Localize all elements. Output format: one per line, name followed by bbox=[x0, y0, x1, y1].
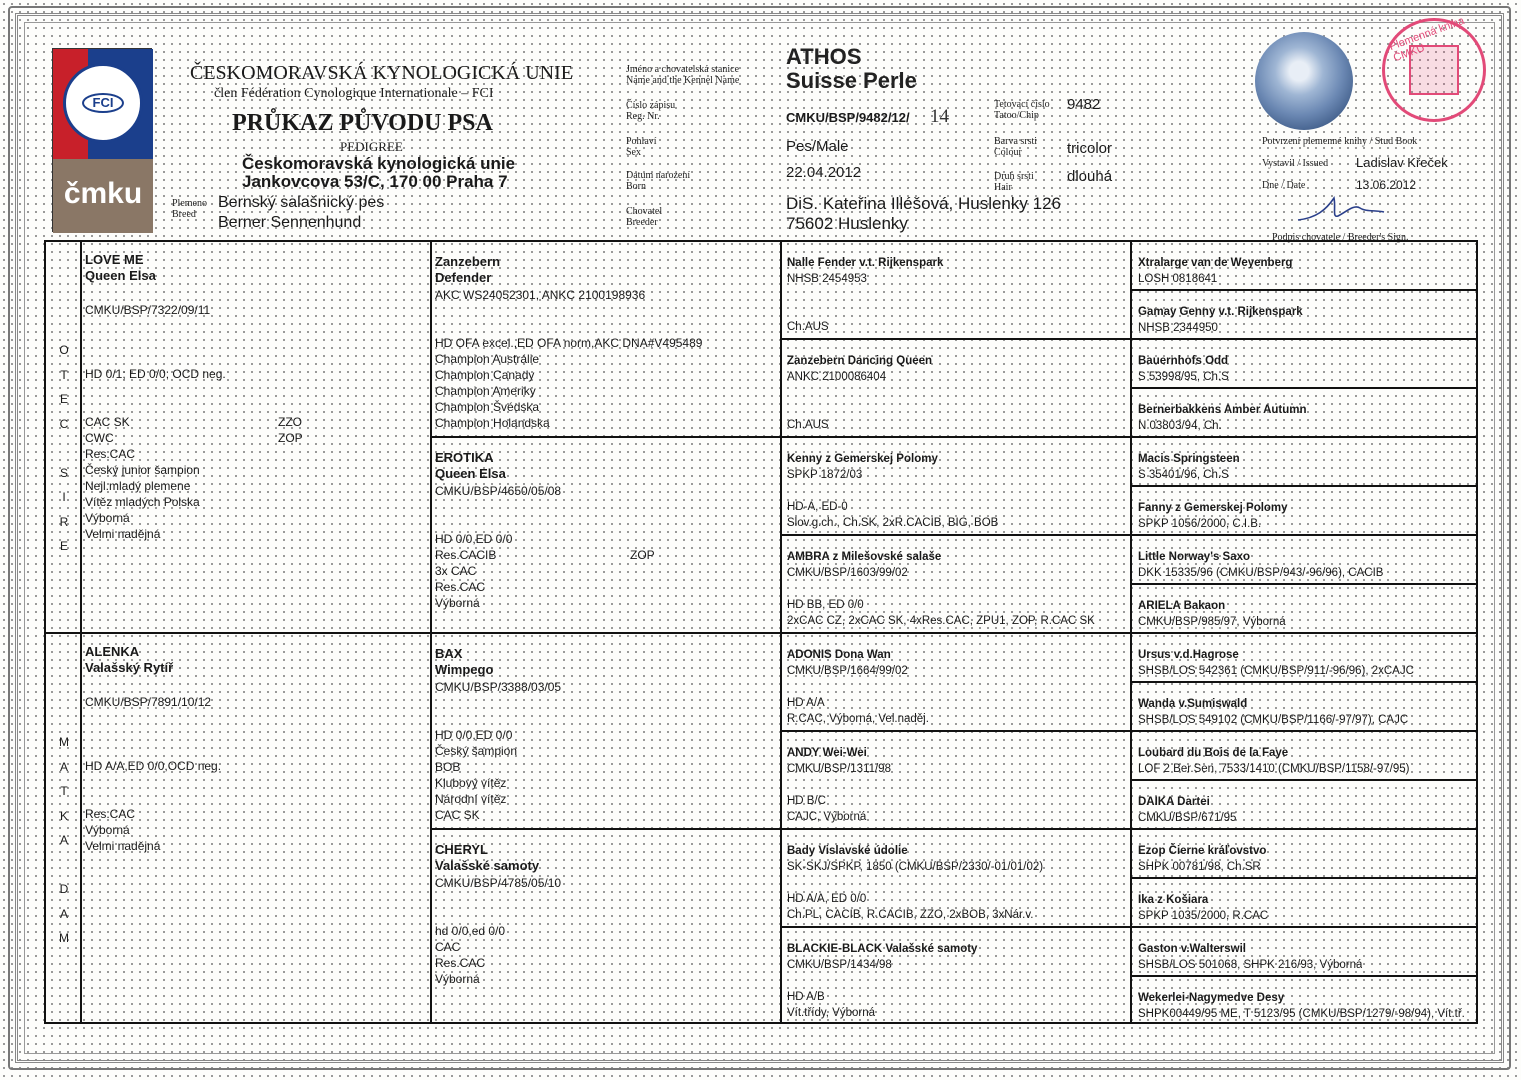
side-letter bbox=[57, 436, 71, 461]
gen3-line: HD B/C bbox=[787, 795, 826, 807]
gen2-kennel: Valašské samoty bbox=[435, 858, 540, 873]
gen3-name: Kenny z Gemerskej Polomy bbox=[787, 453, 938, 465]
gen2-reg: AKC WS24052301, ANKC 2100198936 bbox=[435, 288, 646, 302]
grid-hline bbox=[1130, 779, 1478, 781]
gen1-title: CWC bbox=[85, 431, 114, 445]
side-letter: D bbox=[59, 882, 69, 896]
gen2-line: Champion Holandska bbox=[435, 416, 550, 430]
gen1-reg: CMKU/BSP/7891/10/12 bbox=[85, 695, 212, 709]
gen3-line: Vít.třídy, Výborná bbox=[787, 1007, 875, 1019]
gen1-title-right: ZZO bbox=[278, 415, 302, 429]
gen1-reg: CMKU/BSP/7322/09/11 bbox=[85, 303, 211, 317]
gen2-name: BAX bbox=[435, 646, 463, 661]
document-subtitle: PEDIGREE bbox=[340, 139, 403, 154]
gen2-right: ZOP bbox=[630, 548, 655, 562]
side-letter: A bbox=[59, 833, 68, 847]
gen2-line: Champion Švédska bbox=[435, 400, 540, 414]
sex-label: Pohlaví Sex bbox=[626, 136, 657, 158]
gen2-line: Res.CAC bbox=[435, 956, 486, 970]
gen4-info: LOF 2 Ber.Sen, 7533/1410 (CMKU/BSP/1158/-97/95) bbox=[1138, 763, 1410, 775]
gen3-line: R.CAC, Výborná, Vel.naděj. bbox=[787, 713, 929, 725]
gen2-line: Champion Canady bbox=[435, 368, 535, 382]
gen3-reg: SPKP 1872/03 bbox=[787, 469, 863, 481]
gen3-name: AMBRA z Milešovské salaše bbox=[787, 551, 942, 563]
gen3-reg: NHSB 2454953 bbox=[787, 273, 867, 285]
gen1-title: Velmi nadějná bbox=[85, 527, 161, 541]
gen2-line: Champion Austrálie bbox=[435, 352, 540, 366]
cmku-logo: čmku bbox=[53, 159, 153, 233]
born-label: Datum narození Born bbox=[626, 170, 691, 192]
side-letter: K bbox=[59, 808, 68, 823]
stamp-emblem bbox=[1409, 45, 1459, 95]
gen4-name: Ursus v.d.Hagrose bbox=[1138, 649, 1239, 661]
fci-membership: člen Fédération Cynologique Internationale – FCI bbox=[214, 86, 494, 101]
gen2-reg: CMKU/BSP/4785/05/10 bbox=[435, 876, 562, 890]
grid-hline bbox=[780, 534, 1478, 536]
gen2-line: Res.CACIB bbox=[435, 548, 497, 562]
breeder-line2: 75602 Huslenky bbox=[786, 214, 908, 233]
stamp-text: Plemenná kniha ČMKU bbox=[1387, 14, 1466, 65]
side-label-dam bbox=[57, 730, 71, 951]
gen2-line: Výborná bbox=[435, 972, 480, 986]
gen4-info: SPKP 1056/2000, C.I.B. bbox=[1138, 518, 1262, 530]
gen3-line: HD-A, ED-0 bbox=[787, 501, 848, 513]
gen4-info: LOSH 0818641 bbox=[1138, 273, 1218, 285]
breed-en: Berner Sennenhund bbox=[218, 214, 362, 231]
gen4-name: Bauernhofs Odd bbox=[1138, 355, 1229, 367]
fci-logo-text: FCI bbox=[82, 93, 124, 113]
gen4-name: Little Norway's Saxo bbox=[1138, 551, 1251, 563]
grid-hline bbox=[430, 828, 1478, 830]
gen2-line: 3x CAC bbox=[435, 564, 477, 578]
gen2-line: hd 0/0,ed 0/0 bbox=[435, 924, 506, 938]
gen4-info: CMKU/BSP/671/95 bbox=[1138, 812, 1237, 824]
gen1-title: Res.CAC bbox=[85, 447, 136, 461]
gen2-line: HD 0/0,ED 0/0 bbox=[435, 532, 513, 546]
gen2-kennel: Wimpego bbox=[435, 662, 494, 677]
grid-hline bbox=[44, 632, 1478, 634]
gen4-name: Wekerlei-Nagymedve Desy bbox=[1138, 992, 1285, 1004]
gen4-info: SPKP 1035/2000, R.CAC bbox=[1138, 910, 1269, 922]
side-label-sire bbox=[57, 338, 71, 559]
born-value: 22.04.2012 bbox=[786, 164, 862, 181]
gen2-reg: CMKU/BSP/4650/05/08 bbox=[435, 484, 562, 498]
grid-hline bbox=[1130, 583, 1478, 585]
gen3-name: BLACKIE-BLACK Valašské samoty bbox=[787, 943, 978, 955]
dog-kennel: Suisse Perle bbox=[786, 68, 917, 93]
gen3-name: ANDY Wei-Wei bbox=[787, 747, 867, 759]
name-label: Jméno a chovatelská stanice Name and the Kennel Name bbox=[626, 64, 740, 86]
club-address: Jankovcova 53/C, 170 00 Praha 7 bbox=[242, 172, 508, 191]
gen2-name: Zanzebern bbox=[435, 254, 501, 269]
gen3-reg: ANKC 2100086404 bbox=[787, 371, 887, 383]
gen3-reg: CMKU/BSP/1664/99/02 bbox=[787, 665, 908, 677]
gen3-name: Zanzebern Dancing Queen bbox=[787, 355, 933, 367]
side-letter: E bbox=[59, 539, 68, 553]
gen1-kennel: Queen Elsa bbox=[85, 268, 156, 283]
grid-hline bbox=[430, 436, 1478, 438]
grid-hline bbox=[1130, 681, 1478, 683]
gen4-name: Ezop Čierne kráľovstvo bbox=[1138, 845, 1267, 857]
gen3-name: Bady Vislavské údolie bbox=[787, 845, 908, 857]
gen4-name: DAIKA Dartei bbox=[1138, 796, 1210, 808]
gen3-reg: CMKU/BSP/1434/98 bbox=[787, 959, 892, 971]
side-letter: O bbox=[59, 343, 69, 357]
gen4-name: Ika z Košiara bbox=[1138, 894, 1209, 906]
gen2-line: Výborná bbox=[435, 596, 480, 610]
gen4-info: SHSB/LOS 501068, SHPK 216/93, Výborná bbox=[1138, 959, 1363, 971]
gen4-info: SHSB/LOS 542361 (CMKU/BSP/911/-96/96), 2xCAJC bbox=[1138, 665, 1414, 677]
gen1-name: ALENKA bbox=[85, 644, 140, 659]
reg-suffix: 14 bbox=[930, 106, 949, 127]
gen4-info: S 35401/96, Ch.S bbox=[1138, 469, 1229, 481]
breeder-label: Chovatel Breeder bbox=[626, 206, 663, 228]
gen1-health: HD 0/1; ED 0/0; OCD neg. bbox=[85, 367, 226, 381]
gen4-info: DKK 15335/96 (CMKU/BSP/943/-96/96), CACIB bbox=[1138, 567, 1384, 579]
breeder-signature bbox=[1296, 190, 1386, 226]
gen4-info: SHPK00449/95 ME, T 5123/95 (CMKU/BSP/1279/-98/94), Vít.tř. bbox=[1138, 1008, 1465, 1020]
gen3-line: HD A/A, ED 0/0 bbox=[787, 893, 867, 905]
studbook-stamp bbox=[1382, 14, 1486, 122]
gen2-line: BOB bbox=[435, 760, 461, 774]
breeder-sign-label: Podpis chovatele / Breeder's Sign. bbox=[1272, 232, 1409, 243]
gen1-title-right: ZOP bbox=[278, 431, 303, 445]
gen3-line: Ch.AUS bbox=[787, 321, 829, 333]
gen4-info: CMKU/BSP/985/97, Výborná bbox=[1138, 616, 1286, 628]
gen2-line: Champion Ameriky bbox=[435, 384, 536, 398]
hologram-seal bbox=[1255, 32, 1353, 130]
side-letter bbox=[57, 853, 71, 878]
gen3-line: 2xCAC CZ, 2xCAC SK, 4xRes.CAC, ZPU1, ZOP, R.CAC SK bbox=[787, 615, 1095, 627]
gen1-title: Velmi nadějná bbox=[85, 839, 161, 853]
colour-label: Barva srsti Colour bbox=[994, 136, 1038, 158]
gen4-info: SHPK 00781/98, Ch.SR bbox=[1138, 861, 1261, 873]
gen3-line: CAJC, Výborná bbox=[787, 811, 867, 823]
gen4-info: N 03803/94, Ch. bbox=[1138, 420, 1222, 432]
gen1-title: Res.CAC bbox=[85, 807, 136, 821]
gen4-info: NHSB 2344950 bbox=[1138, 322, 1218, 334]
side-letter: T bbox=[60, 367, 68, 382]
gen2-line: Res.CAC bbox=[435, 580, 486, 594]
gen1-title: Vítěz mladých Polska bbox=[85, 495, 200, 509]
side-letter: E bbox=[59, 392, 68, 406]
gen1-name: LOVE ME bbox=[85, 252, 144, 267]
gen3-line: HD BB, ED 0/0 bbox=[787, 599, 864, 611]
fci-logo bbox=[53, 49, 153, 159]
issue-date: 13.06.2012 bbox=[1356, 178, 1417, 192]
gen1-title: Český junior šampion bbox=[85, 463, 200, 477]
gen2-name: EROTIKA bbox=[435, 450, 494, 465]
grid-hline bbox=[1130, 485, 1478, 487]
side-letter: M bbox=[59, 735, 69, 749]
gen3-reg: SK-SKJ/SPKP, 1850 (CMKU/BSP/2330/-01/01/02) bbox=[787, 861, 1044, 873]
grid-hline bbox=[1130, 877, 1478, 879]
club-name: Českomoravská kynologická unie bbox=[242, 154, 516, 173]
side-letter: S bbox=[59, 465, 68, 480]
sex-value: Pes/Male bbox=[786, 138, 849, 155]
gen4-name: Gamay Genny v.t. Rijkenspark bbox=[1138, 306, 1303, 318]
grid-hline bbox=[1130, 975, 1478, 977]
gen2-line: HD OFA excel.,ED OFA norm,AKC DNA#V495489 bbox=[435, 336, 703, 350]
organization-name: ČESKOMORAVSKÁ KYNOLOGICKÁ UNIE bbox=[190, 62, 573, 84]
gen2-line: HD 0/0,ED 0/0 bbox=[435, 728, 513, 742]
grid-hline bbox=[1130, 387, 1478, 389]
breed-label: Plemeno Breed bbox=[172, 198, 207, 220]
fci-cmku-logo bbox=[52, 48, 152, 232]
issued-label: Vystavil / Issued bbox=[1262, 158, 1329, 169]
gen3-line: Ch.PL, CACIB, R.CACIB, ZZO, 2xBOB, 3xNár.v. bbox=[787, 909, 1034, 921]
gen4-name: Wanda v.Sumiswald bbox=[1138, 698, 1248, 710]
gen1-title: Výborná bbox=[85, 823, 130, 837]
grid-hline bbox=[780, 338, 1478, 340]
gen3-line: HD A/A bbox=[787, 697, 825, 709]
studbook-confirm-label: Potvrzení plemenné knihy / Stud Book bbox=[1262, 136, 1418, 147]
side-letter: I bbox=[62, 490, 66, 504]
grid-hline bbox=[780, 730, 1478, 732]
gen2-kennel: Defender bbox=[435, 270, 492, 285]
gen4-name: Macis Springsteen bbox=[1138, 453, 1240, 465]
date-label: Dne / Date bbox=[1262, 180, 1306, 191]
hair-value: dlouhá bbox=[1067, 168, 1113, 185]
gen3-line: HD A/B bbox=[787, 991, 825, 1003]
reg-label: Číslo zápisu Reg. Nr. bbox=[626, 100, 676, 122]
side-letter: M bbox=[59, 931, 69, 945]
side-letter: C bbox=[59, 416, 69, 431]
gen2-line: Klubový vítěz bbox=[435, 776, 507, 790]
gen4-name: ARIELA Bakaon bbox=[1138, 600, 1226, 612]
gen1-kennel: Valašský Rytíř bbox=[85, 660, 174, 675]
fci-ring bbox=[63, 63, 143, 143]
breeder-line1: DiS. Kateřina Illéšová, Huslenky 126 bbox=[786, 194, 1061, 213]
gen4-info: S 53998/95, Ch.S bbox=[1138, 371, 1229, 383]
gen1-title: Výborná bbox=[85, 511, 130, 525]
gen2-line: Český šampion bbox=[435, 744, 518, 758]
gen1-health: HD A/A,ED 0/0,OCD neg. bbox=[85, 759, 222, 773]
gen3-reg: CMKU/BSP/1603/99/02 bbox=[787, 567, 908, 579]
side-letter: A bbox=[59, 759, 68, 774]
gen4-name: Xtralarge van de Weyenberg bbox=[1138, 257, 1293, 269]
colour-value: tricolor bbox=[1067, 140, 1113, 157]
gen2-name: CHERYL bbox=[435, 842, 488, 857]
gen4-name: Gaston v.Walterswil bbox=[1138, 943, 1246, 955]
breed-cz: Bernský salašnický pes bbox=[218, 194, 385, 211]
issued-by: Ladislav Křeček bbox=[1356, 155, 1448, 170]
grid-hline bbox=[780, 926, 1478, 928]
gen4-name: Bernerbakkens Amber Autumn bbox=[1138, 404, 1307, 416]
side-letter: R bbox=[59, 514, 69, 529]
document-title: PRŮKAZ PŮVODU PSA bbox=[232, 110, 493, 136]
tattoo-value: 9482 bbox=[1067, 96, 1101, 113]
grid-hline bbox=[1130, 289, 1478, 291]
reg-number: CMKU/BSP/9482/12/ bbox=[786, 110, 910, 125]
gen3-reg: CMKU/BSP/1311/98 bbox=[787, 763, 891, 775]
gen2-kennel: Queen Elsa bbox=[435, 466, 506, 481]
gen2-line: Národní vítěz bbox=[435, 792, 507, 806]
gen2-line: CAC bbox=[435, 940, 461, 954]
gen3-name: ADONIS Dona Wan bbox=[787, 649, 891, 661]
gen1-title: CAC SK bbox=[85, 415, 130, 429]
side-letter: T bbox=[60, 784, 68, 798]
gen1-title: Nejl.mladý plemene bbox=[85, 479, 191, 493]
hair-label: Druh srsti Hair bbox=[994, 171, 1034, 193]
gen2-line: CAC SK bbox=[435, 808, 480, 822]
dog-name: ATHOS bbox=[786, 44, 862, 69]
gen4-info: SHSB/LOS 549102 (CMKU/BSP/1166/-97/97), CAJC bbox=[1138, 714, 1409, 726]
side-letter: A bbox=[59, 906, 68, 921]
gen4-name: Fanny z Gemerskej Polomy bbox=[1138, 502, 1288, 514]
gen3-name: Nalle Fender v.t. Rijkenspark bbox=[787, 257, 944, 269]
gen2-reg: CMKU/BSP/3388/03/05 bbox=[435, 680, 562, 694]
gen3-line: Slov.g.ch., Ch.SK, 2xR.CACIB, BIG, BOB bbox=[787, 517, 999, 529]
tattoo-label: Tetovací číslo Tatoo/Chip bbox=[994, 99, 1050, 121]
gen3-line: Ch.AUS bbox=[787, 419, 829, 431]
gen4-name: Loubard du Bois de la Faye bbox=[1138, 747, 1289, 759]
